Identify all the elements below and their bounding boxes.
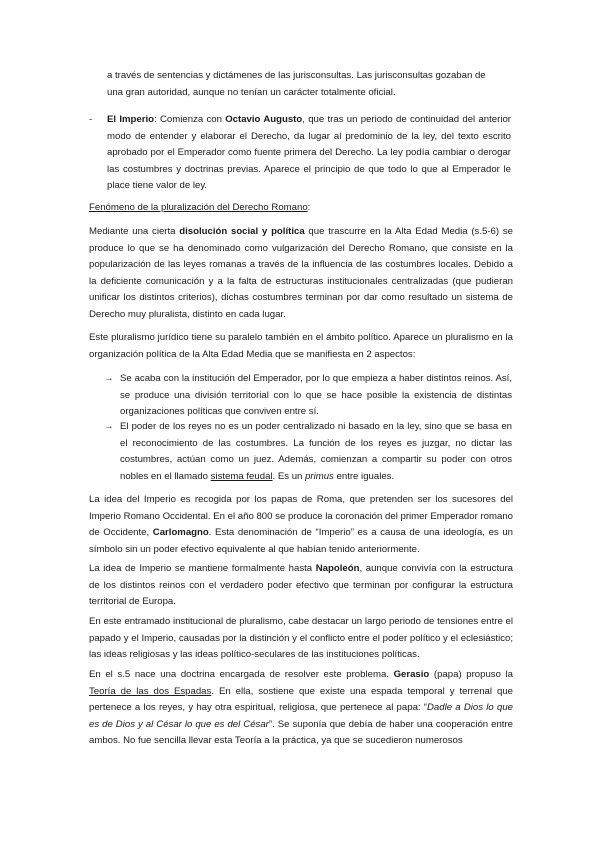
quote-cesar: Dadle a Dios lo que es de Dios y al César lo que es del César <box>89 702 513 730</box>
text: entre iguales. <box>333 470 395 482</box>
person-gerasio: Gerasio <box>393 669 430 680</box>
paragraph-pluralismo: Este pluralismo jurídico tiene su paralelo también en el ámbito político. Aparece un pluralismo en la organización política de la Alta Edad Media que se manifiesta en 2 aspectos: <box>89 332 513 360</box>
paragraph-imperio <box>107 112 511 195</box>
line: a través de sentencias y dictámenes de las jurisconsultas. Las jurisconsultas gozaban de <box>107 70 486 81</box>
heading-text: Fenómeno de la pluralización del Derecho Romano <box>89 202 308 213</box>
paragraph-tensiones: En este entramado institucional de pluralismo, cabe destacar un largo periodo de tensiones entre el papado y el Imperio, causadas por la distinción y el conflicto entre el poder político y el eclesiástico; las ideas religiosas y las ideas político-seculares de las instituciones políticas. <box>89 616 513 661</box>
text: La idea del Imperio es recogida por los papas de Roma, que pretenden ser los sucesores del Imperio Romano Occidental. En el año 800 se produce la coronación del primer Emperador romano de Occidente, <box>89 494 513 539</box>
term-imperio: El Imperio <box>107 114 155 125</box>
term-primus: primus <box>305 470 334 482</box>
text: ”. Se suponía que debía de haber una cooperación entre ambos. No fue sencilla llevar esta Teoría a la práctica, ya que se sucedieron numerosos <box>89 718 513 747</box>
line: una gran autoridad, aunque no tenían un carácter totalmente oficial. <box>107 86 396 98</box>
text: El poder de los reyes no es un poder centralizado ni basado en la ley, sino que se basa en el reconocimiento de las costumbres. La función de los reyes es juzgar, no dictar las costumbres, actúan como un juez. Además, comienzan a compartir su poder con otros nobles en el llamado <box>120 421 512 482</box>
person-carlomagno: Carlomagno <box>152 527 209 539</box>
text: , que tras un periodo de continuidad del anterior modo de entender y elaborar el Derecho, da lugar al predominio de la ley, del texto escrito aprobado por el Emperador como fuente primera del Derecho. La ley podía cambiar o derogar las costumbres y doctrinas previas. Aparece el principio de que todo lo que al Emperador le place tiene valor de ley. <box>107 114 511 192</box>
paragraph-vulgarizacion <box>89 224 513 324</box>
term-sistema-feudal: sistema feudal <box>210 470 273 482</box>
text: que trascurre en la Alta Edad Media (s.5-6) se produce lo que se ha denominado como vulgarización del Derecho Romano, que consiste en la popularización de las leyes romanas a través de la influencia de las costumbres locales. Debido a la deficiente comunicación y a la falta de estructuras institucionales centralizadas (que pudieran unificar los distintos criterios), dichas costumbres terminan por dar como resultado un sistema de Derecho muy pluralista, distinto en cada lugar. <box>89 226 513 320</box>
section-heading <box>89 200 513 217</box>
heading-colon: : <box>307 202 311 213</box>
text: Mediante una cierta <box>89 226 180 237</box>
list-item-reyes <box>120 419 512 485</box>
list-item-emperador: Se acaba con la institución del Emperador, por lo que empieza a haber distintos reinos. Así, se produce una división territorial con lo que se hace posible la existencia de distintas organizaciones políticas que conviven entre sí. <box>120 373 512 418</box>
arrow-icon: → <box>104 421 114 432</box>
paragraph-dos-espadas <box>89 667 513 750</box>
paragraph-carlomagno <box>89 492 513 558</box>
text: La idea de Imperio se mantiene formalmente hasta <box>89 563 316 574</box>
text: : Comienza con <box>154 114 226 125</box>
term-teoria-espadas: Teoría de las dos Espadas <box>89 685 212 697</box>
text: . En ella, sostiene que existe una espada temporal y terrenal que pertenece a los reyes, y hay otra espiritual, religiosa, que pertenece al papa: “ <box>89 685 513 714</box>
term-disolucion: disolución social y política <box>179 226 305 237</box>
text: . Es un <box>272 470 306 482</box>
arrow-icon: → <box>104 373 114 384</box>
person-octavio: Octavio Augusto <box>225 114 303 125</box>
text: , aunque convivía con la estructura de los distintos reinos con el verdadero poder efectivo que terminan por configurar la estructura territorial de Europa. <box>89 563 513 608</box>
paragraph-jurisconsultas <box>107 68 511 101</box>
paragraph-napoleon <box>89 561 513 611</box>
text: . Esta denominación de “Imperio” es a causa de una ideología, es un símbolo sin un poder efectivo equivalente al que habían tenido anteriormente. <box>89 527 513 555</box>
text: (papa) propuso la <box>429 669 513 680</box>
list-dash: - <box>89 114 93 125</box>
text: En el s.5 nace una doctrina encargada de resolver este problema. <box>89 669 394 680</box>
person-napoleon: Napoleón <box>315 563 360 574</box>
